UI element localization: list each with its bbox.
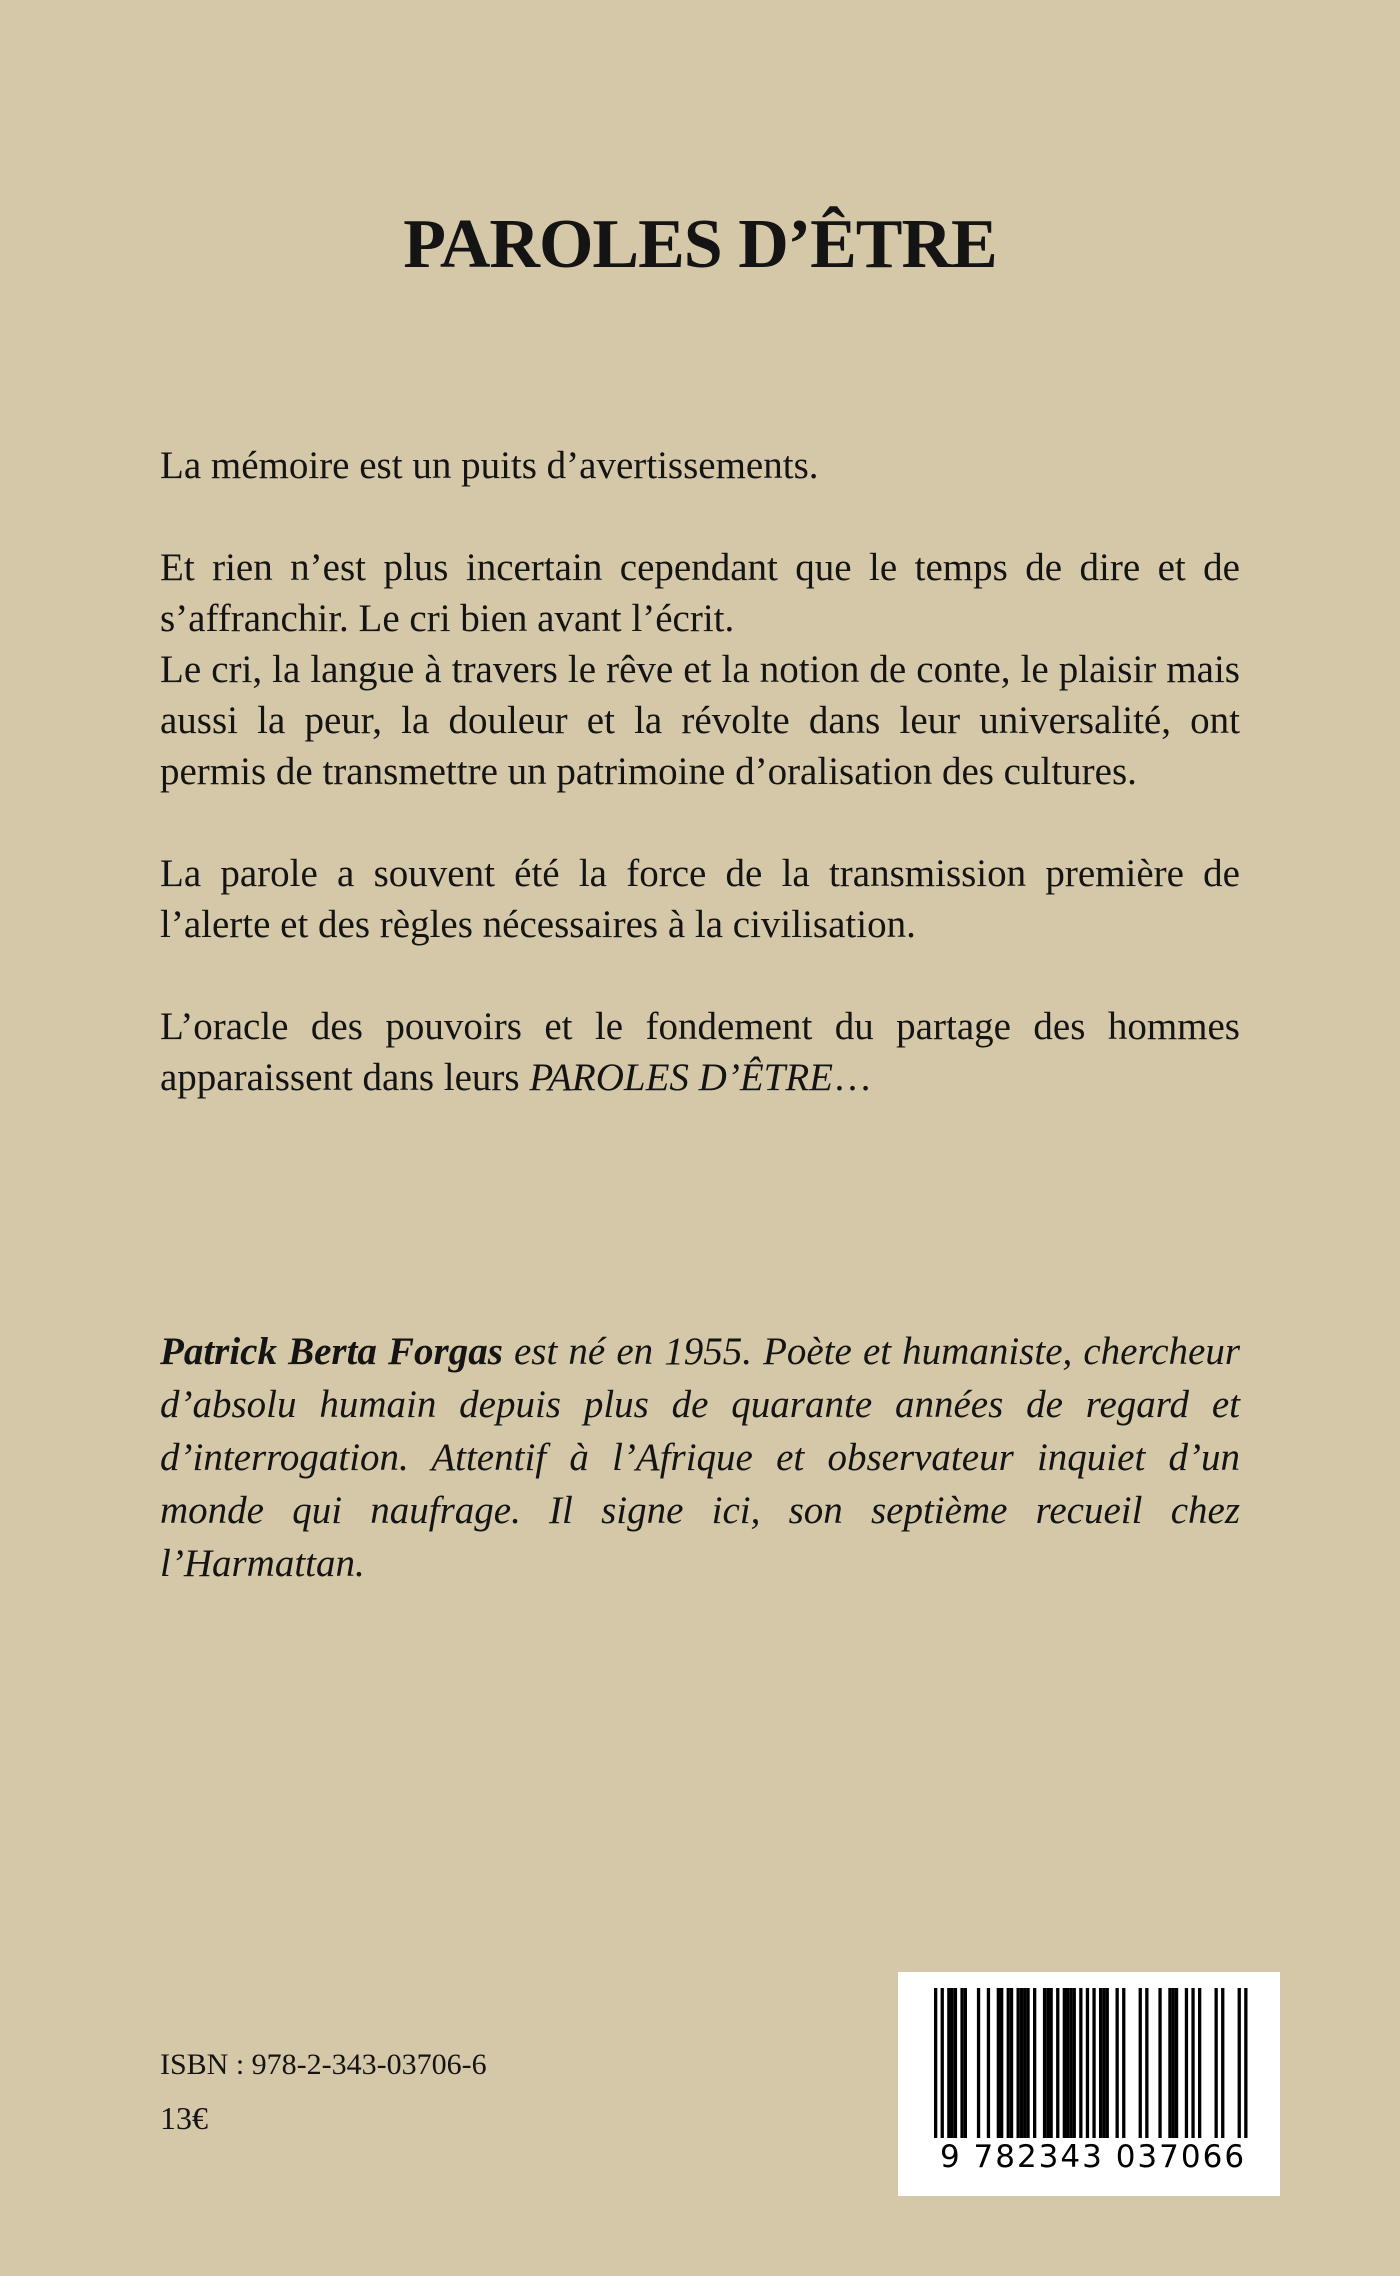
barcode-bar — [987, 1988, 990, 2138]
barcode-bar — [1158, 1988, 1161, 2138]
barcode-bar — [1175, 1988, 1178, 2138]
barcode — [898, 1972, 1280, 2196]
barcode-bar — [1066, 1988, 1069, 2138]
barcode-bar — [1106, 1988, 1109, 2138]
barcode-bar — [1023, 1988, 1026, 2138]
barcode-bar — [1017, 1988, 1020, 2138]
barcode-bar — [997, 1988, 1000, 2138]
blurb-ellipsis: … — [833, 1056, 872, 1099]
blurb-title-italic: PAROLES D’ÊTRE — [529, 1056, 833, 1099]
barcode-bar — [934, 1988, 937, 2138]
author-bio-text: est né en 1955. Poète et humaniste, chercheur d’absolu humain depuis plus de quarante années de regard et d’interrogation. Attentif à l’Afrique et observateur inquiet d’un monde qui naufrage. Il signe ici, son septième recueil chez l’Harmattan. — [160, 1330, 1241, 1585]
barcode-bar — [1139, 1988, 1142, 2138]
barcode-bar — [1043, 1988, 1046, 2138]
barcode-bar — [1116, 1988, 1119, 2138]
barcode-bar — [1185, 1988, 1188, 2138]
barcode-bar — [977, 1988, 980, 2138]
barcode-bar — [1215, 1988, 1218, 2138]
blurb-paragraph-5 — [160, 1001, 1240, 1103]
barcode-bar — [964, 1988, 967, 2138]
barcode-bar — [1056, 1988, 1059, 2138]
barcode-bar — [1099, 1988, 1102, 2138]
barcode-bar — [1033, 1988, 1036, 2138]
barcode-bar — [947, 1988, 950, 2138]
barcode-bar — [1238, 1988, 1241, 2138]
barcode-bar — [960, 1988, 963, 2138]
barcode-bar — [1020, 1988, 1023, 2138]
barcode-bar — [1198, 1988, 1201, 2138]
blurb — [160, 440, 1240, 1103]
barcode-bar — [1086, 1988, 1089, 2138]
barcode-bar — [1092, 1988, 1095, 2138]
barcode-bar — [954, 1988, 957, 2138]
barcode-bar — [1010, 1988, 1013, 2138]
barcode-bar — [1221, 1988, 1224, 2138]
barcode-bar — [1172, 1988, 1175, 2138]
barcode-bar — [1000, 1988, 1003, 2138]
blurb-paragraph-1: La mémoire est un puits d’avertissements. — [160, 444, 819, 487]
barcode-bar — [1069, 1988, 1072, 2138]
barcode-bar — [1073, 1988, 1076, 2138]
blurb-paragraph-5-text: L’oracle des pouvoirs et le fondement du partage des hommes apparaissent dans leurs — [160, 1005, 1240, 1099]
barcode-digits: 9 782343 037066 — [939, 2139, 1247, 2175]
barcode-bar — [941, 1988, 944, 2138]
barcode-bar — [1026, 1988, 1029, 2138]
blurb-paragraph-4: La parole a souvent été la force de la transmission première de l’alerte et des règles nécessaires à la civilisation. — [160, 852, 1240, 946]
isbn-number: ISBN : 978-2-343-03706-6 — [160, 2048, 487, 2081]
barcode-bar — [1145, 1988, 1148, 2138]
author-bio — [160, 1325, 1240, 1590]
blurb-paragraph-2: Et rien n’est plus incertain cependant que le temps de dire et de s’affranchir. Le cri bien avant l’écrit. — [160, 546, 1240, 640]
barcode-bar — [1168, 1988, 1171, 2138]
book-title: PAROLES D’ÊTRE — [403, 206, 997, 283]
price: 13€ — [160, 2100, 208, 2136]
barcode-bar — [1050, 1988, 1053, 2138]
blurb-paragraph-3: Le cri, la langue à travers le rêve et la notion de conte, le plaisir mais aussi la peur, la douleur et la révolte dans leur universalité, ont permis de transmettre un patrimoine d’oralisation des cultures. — [160, 648, 1240, 793]
barcode-bar — [951, 1988, 954, 2138]
barcode-bar — [1102, 1988, 1105, 2138]
author-name: Patrick Berta Forgas — [160, 1330, 503, 1373]
barcode-bar — [1007, 1988, 1010, 2138]
barcode-bar — [1191, 1988, 1194, 2138]
barcode-bar — [1063, 1988, 1066, 2138]
barcode-bar — [1079, 1988, 1082, 2138]
barcode-bar — [1046, 1988, 1049, 2138]
barcode-bar — [1122, 1988, 1125, 2138]
barcode-bar — [1244, 1988, 1247, 2138]
